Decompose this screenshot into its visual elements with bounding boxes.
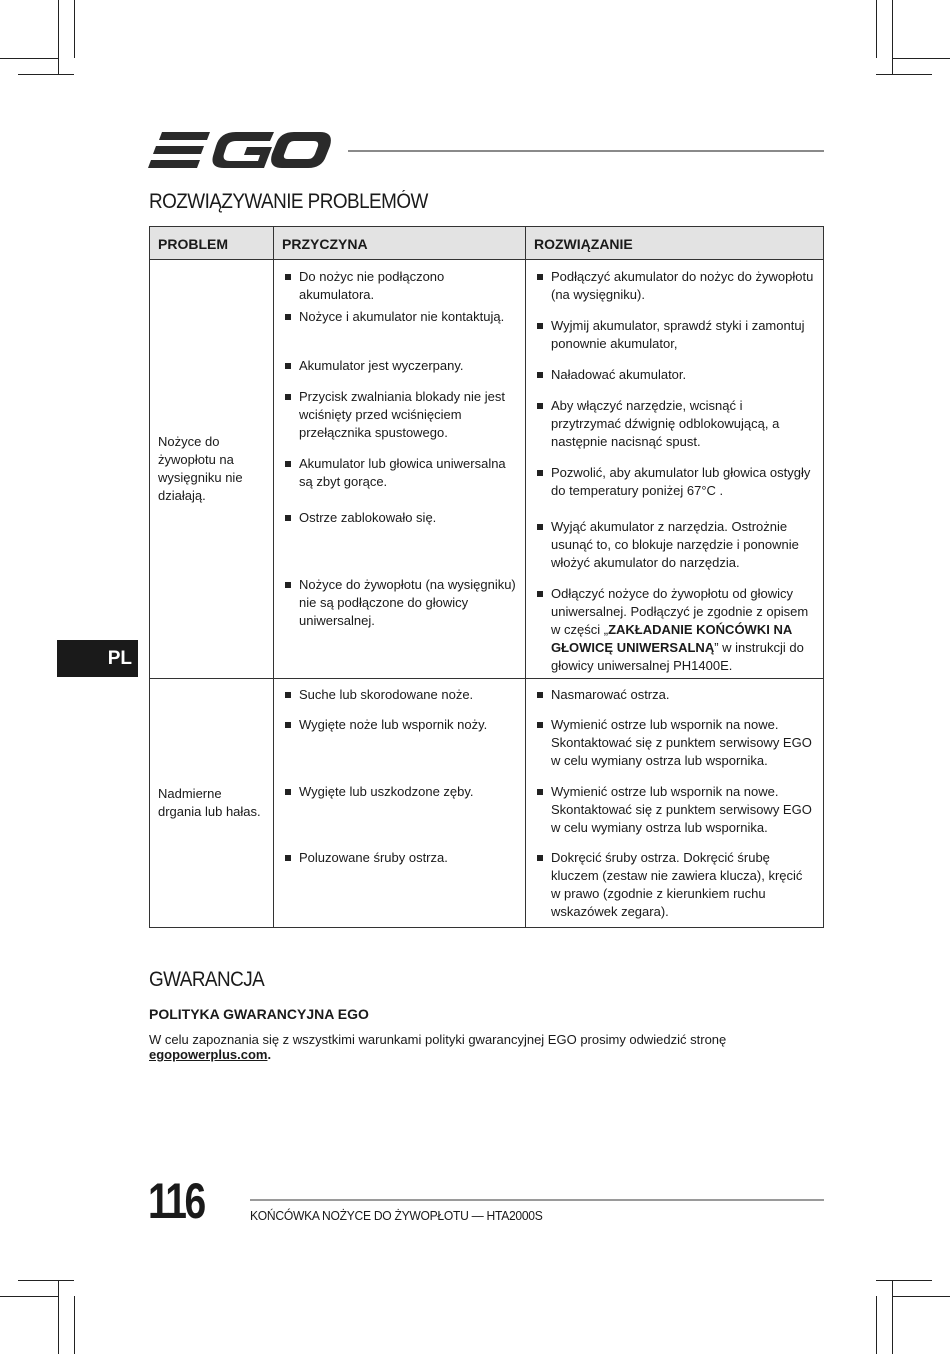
list-item: Naładować akumulator. <box>526 366 823 397</box>
crop-mark <box>892 1296 950 1297</box>
list-item: Dokręcić śruby ostrza. Dokręcić śrubę kluczem (zestaw nie zawiera klucza), kręcić w prawo (zgodnie z kierunkiem ruchu wskazówek zegara). <box>526 849 823 927</box>
cause-cell <box>274 679 526 928</box>
list-item: Przycisk zwalniania blokady nie jest wciśnięty przed wciśnięciem przełącznika spustowego. <box>274 388 525 455</box>
table-row <box>150 260 824 679</box>
list-item: Nożyce do żywopłotu (na wysięgniku) nie są podłączone do głowicy uniwersalnej. <box>274 576 525 630</box>
warranty-link[interactable]: egopowerplus.com <box>149 1047 268 1062</box>
problem-cell: Nadmierne drgania lub hałas. <box>150 679 274 928</box>
list-item: Nożyce i akumulator nie kontaktują. <box>274 308 525 357</box>
solution-text: ” w instrukcji do głowicy uniwersalnej PH1400E. <box>551 640 804 673</box>
header-rule <box>348 150 824 152</box>
header-problem: PROBLEM <box>150 227 274 260</box>
list-item: Akumulator jest wyczerpany. <box>274 357 525 388</box>
crop-mark <box>0 1296 58 1297</box>
page-number: 116 <box>148 1173 204 1229</box>
list-item: Ostrze zablokowało się. <box>274 509 525 576</box>
list-item: Aby włączyć narzędzie, wcisnąć i przytrzymać dźwignię odblokowującą, a następnie nacisnąć spust. <box>526 397 823 464</box>
header-solution: ROZWIĄZANIE <box>526 227 824 260</box>
list-item: Wymienić ostrze lub wspornik na nowe. Skontaktować się z punktem serwisowy EGO w celu wymiany ostrza lub wspornika. <box>526 716 823 783</box>
footer-title: KOŃCÓWKA NOŻYCE DO ŻYWOPŁOTU — HTA2000S <box>250 1208 543 1223</box>
troubleshooting-title: ROZWIĄZYWANIE PROBLEMÓW <box>149 190 428 213</box>
solution-cell <box>526 260 824 679</box>
list-item: Wygięte noże lub wspornik noży. <box>274 716 525 783</box>
crop-mark <box>18 74 74 75</box>
problem-cell: Nożyce do żywopłotu na wysięgniku nie działają. <box>150 260 274 679</box>
list-item: Wygięte lub uszkodzone zęby. <box>274 783 525 849</box>
list-item: Poluzowane śruby ostrza. <box>274 849 525 867</box>
warranty-text <box>149 1032 839 1062</box>
list-item: Nasmarować ostrza. <box>526 686 823 716</box>
list-item: Akumulator lub głowica uniwersalna są zbyt gorące. <box>274 455 525 509</box>
footer-rule <box>250 1199 824 1201</box>
header-cause: PRZYCZYNA <box>274 227 526 260</box>
warranty-period: . <box>267 1047 272 1062</box>
crop-mark <box>74 0 75 58</box>
crop-mark <box>18 1280 74 1281</box>
list-item <box>526 585 823 675</box>
table-row <box>150 679 824 928</box>
crop-mark <box>58 0 59 74</box>
list-item: Pozwolić, aby akumulator lub głowica ostygły do temperatury poniżej 67°C . <box>526 464 823 518</box>
solution-text: Odłączyć nożyce do żywopłotu od głowicy uniwersalnej. Podłączyć je zgodnie z opisem w części „ <box>551 586 809 637</box>
table-header-row <box>150 227 824 260</box>
warranty-body: W celu zapoznania się z wszystkimi warunkami polityki gwarancyjnej EGO prosimy odwiedzić stronę <box>149 1032 727 1047</box>
crop-mark <box>876 1296 877 1354</box>
crop-mark <box>876 0 877 58</box>
language-tab: PL <box>57 640 138 677</box>
crop-mark <box>892 58 950 59</box>
list-item: Podłączyć akumulator do nożyc do żywopłotu (na wysięgniku). <box>526 268 823 317</box>
warranty-subtitle: POLITYKA GWARANCYJNA EGO <box>149 1006 369 1022</box>
solution-cell <box>526 679 824 928</box>
list-item: Do nożyc nie podłączono akumulatora. <box>274 268 525 308</box>
list-item: Wyjmij akumulator, sprawdź styki i zamontuj ponownie akumulator, <box>526 317 823 366</box>
crop-mark <box>892 1280 893 1354</box>
crop-mark <box>876 74 932 75</box>
list-item: Wymienić ostrze lub wspornik na nowe. Skontaktować się z punktem serwisowy EGO w celu wymiany ostrza lub wspornika. <box>526 783 823 849</box>
crop-mark <box>892 0 893 74</box>
solution-reference: ZAKŁADANIE KOŃCÓWKI NA GŁOWICĘ UNIWERSALNĄ <box>551 622 792 655</box>
crop-mark <box>0 58 58 59</box>
crop-mark <box>58 1280 59 1354</box>
warranty-title: GWARANCJA <box>149 968 265 991</box>
crop-mark <box>74 1296 75 1354</box>
troubleshooting-table <box>149 226 824 928</box>
ego-logo <box>148 128 332 172</box>
list-item: Suche lub skorodowane noże. <box>274 686 525 716</box>
cause-cell <box>274 260 526 679</box>
list-item: Wyjąć akumulator z narzędzia. Ostrożnie usunąć to, co blokuje narzędzie i ponownie włożyć akumulator do narzędzia. <box>526 518 823 585</box>
crop-mark <box>876 1280 932 1281</box>
